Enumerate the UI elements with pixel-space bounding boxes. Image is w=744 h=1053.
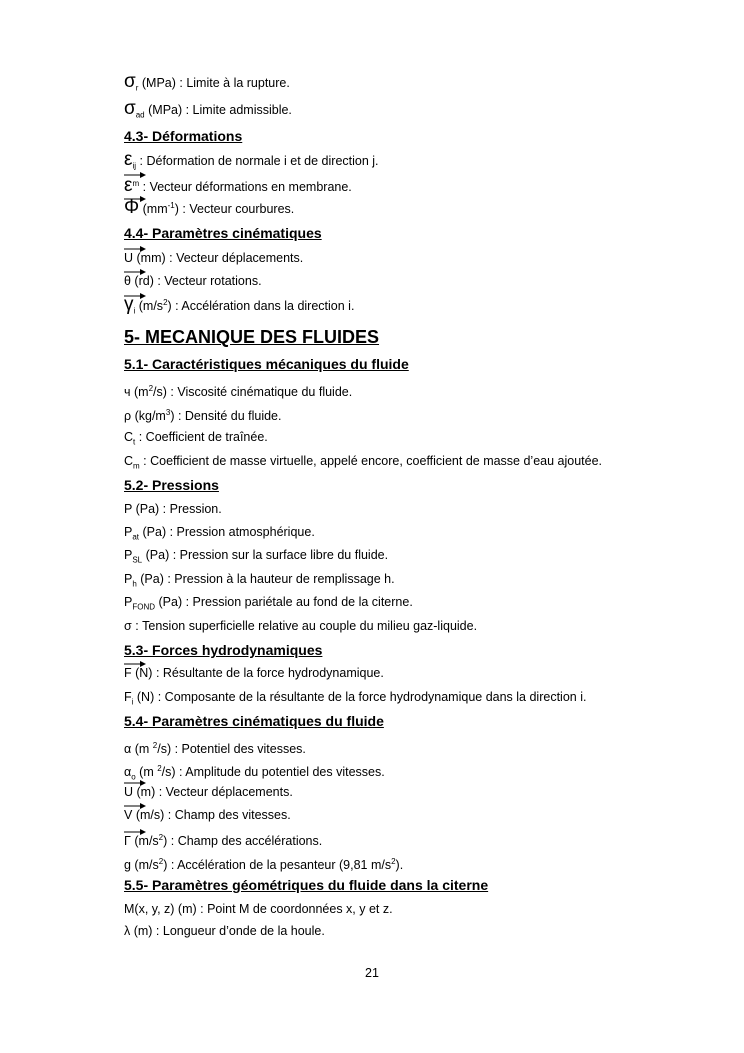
def-f-i: $F_i$ (N) : Composante de la résultante de la force hydrodynamique dans la direction i. bbox=[124, 690, 587, 707]
def-u-mm: U (mm) : Vecteur déplacements. bbox=[124, 250, 303, 266]
section-heading-5-5: 5.5- Paramètres géométriques du fluide dans la citerne bbox=[124, 877, 489, 893]
chapter-heading-5: 5- MECANIQUE DES FLUIDES bbox=[124, 327, 380, 347]
vector-symbol: Γ bbox=[124, 833, 131, 849]
symbol: σ bbox=[124, 71, 136, 92]
def-g: g $(m/s^2)$ : Accélération de la pesanteur (9,81 $m/s^2$). bbox=[124, 857, 404, 873]
def-epsilon-m: $\varepsilon^m$ : Vecteur déformations en membrane. bbox=[124, 176, 352, 195]
page-number: 21 bbox=[365, 966, 379, 980]
def-p-sl: $P_{SL}$ (Pa) : Pression sur la surface libre du fluide. bbox=[124, 548, 389, 565]
def-density: ρ $(kg/m^3)$ : Densité du fluide. bbox=[124, 408, 282, 424]
section-heading-5-2: 5.2- Pressions bbox=[124, 477, 219, 493]
vector-symbol: U bbox=[124, 784, 133, 800]
vector-arrow-icon bbox=[124, 779, 146, 787]
section-heading-4-3: 4.3- Déformations bbox=[124, 128, 243, 144]
def-p-at: $P_{at}$ (Pa) : Pression atmosphérique. bbox=[124, 525, 315, 542]
vector-arrow-icon bbox=[124, 292, 146, 300]
vector-arrow-icon bbox=[124, 171, 146, 179]
def-theta: θ (rd) : Vecteur rotations. bbox=[124, 273, 262, 289]
vector-symbol: $\gamma_i$ bbox=[124, 297, 135, 320]
def-p-h: $P_h$ (Pa) : Pression à la hauteur de remplissage h. bbox=[124, 572, 395, 589]
def-viscosity: ч $(m^2/s)$ : Viscosité cinématique du fluide. bbox=[124, 384, 353, 400]
def-u-m: U (m) : Vecteur déplacements. bbox=[124, 784, 293, 800]
section-heading-5-4: 5.4- Paramètres cinématiques du fluide bbox=[124, 713, 384, 729]
def-f: F (N) : Résultante de la force hydrodynamique. bbox=[124, 665, 384, 681]
vector-symbol: F bbox=[124, 665, 132, 681]
section-heading-5-1: 5.1- Caractéristiques mécaniques du fluide bbox=[124, 356, 409, 372]
def-epsilon-ij: $\varepsilon_{ij}$ : Déformation de normale i et de direction j. bbox=[124, 149, 379, 171]
def-lambda: λ (m) : Longueur d’onde de la houle. bbox=[124, 924, 325, 938]
section-heading-5-3: 5.3- Forces hydrodynamiques bbox=[124, 642, 323, 658]
def-v: V (m/s) : Champ des vitesses. bbox=[124, 807, 291, 823]
def-gamma-field: Γ $(m/s^2)$ : Champ des accélérations. bbox=[124, 830, 322, 849]
def-p: P (Pa) : Pression. bbox=[124, 502, 222, 516]
def-sigma-r: $\sigma_r$ (MPa) : Limite à la rupture. bbox=[124, 71, 290, 93]
vector-arrow-icon bbox=[124, 195, 146, 203]
vector-symbol: $\varepsilon^m$ bbox=[124, 176, 139, 195]
def-p-fond: $P_{FOND}$ (Pa) : Pression pariétale au fond de la citerne. bbox=[124, 595, 413, 612]
def-sigma-ad: $\sigma_{ad}$ (MPa) : Limite admissible. bbox=[124, 98, 292, 120]
symbol: σ bbox=[124, 98, 136, 119]
def-alpha-o: $\alpha_o$ (m $^2$/s) : Amplitude du potentiel des vitesses. bbox=[124, 764, 385, 782]
def-cm: $C_m$ : Coefficient de masse virtuelle, appelé encore, coefficient de masse d’eau ajoutée. bbox=[124, 454, 603, 471]
vector-arrow-icon bbox=[124, 268, 146, 276]
def-phi: Φ $(mm^{-1})$ : Vecteur courbures. bbox=[124, 197, 295, 219]
def-gamma-i: $\gamma_i$ $(m/s^2)$ : Accélération dans la direction i. bbox=[124, 295, 354, 320]
vector-symbol: V bbox=[124, 807, 132, 823]
def-alpha: α (m $^2$/s) : Potentiel des vitesses. bbox=[124, 741, 306, 757]
vector-arrow-icon bbox=[124, 828, 146, 836]
vector-arrow-icon bbox=[124, 245, 146, 253]
vector-symbol: U bbox=[124, 250, 133, 266]
vector-arrow-icon bbox=[124, 660, 146, 668]
vector-symbol: θ bbox=[124, 273, 131, 289]
vector-arrow-icon bbox=[124, 802, 146, 810]
section-heading-4-4: 4.4- Paramètres cinématiques bbox=[124, 225, 322, 241]
vector-symbol: Φ bbox=[124, 200, 139, 217]
def-point-m: M(x, y, z) (m) : Point M de coordonnées x, y et z. bbox=[124, 902, 393, 916]
def-sigma-tension: σ : Tension superficielle relative au couple du milieu gaz-liquide. bbox=[124, 619, 478, 633]
def-ct: $C_t$ : Coefficient de traînée. bbox=[124, 430, 268, 447]
